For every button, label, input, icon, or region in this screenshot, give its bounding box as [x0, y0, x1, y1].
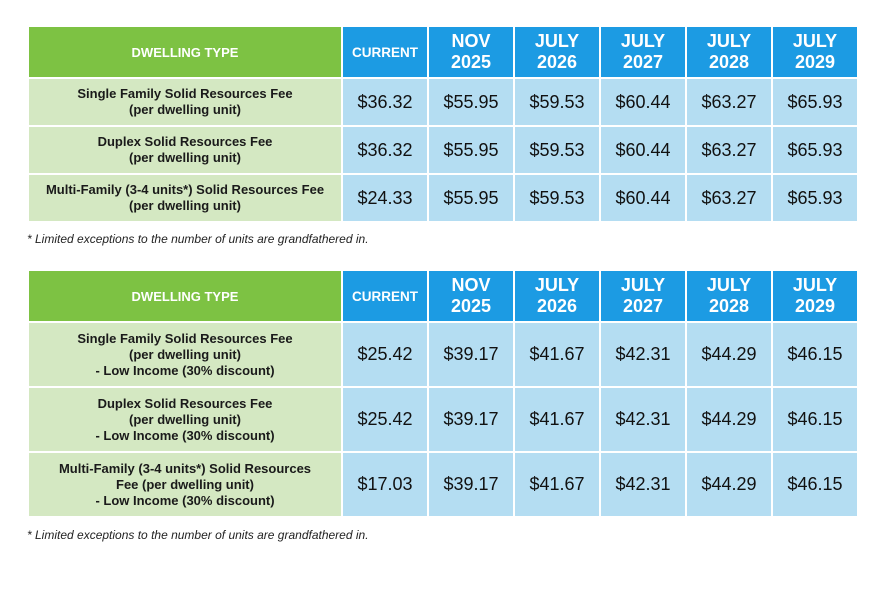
period-month: JULY [534, 31, 580, 51]
fee-value: $44.29 [687, 388, 771, 451]
fee-value: $39.17 [429, 388, 513, 451]
header-period [601, 27, 685, 77]
fee-value: $42.31 [601, 453, 685, 516]
current-fee: $36.32 [343, 79, 427, 125]
table-row [29, 323, 857, 386]
period-year: 2029 [794, 52, 836, 72]
header-period [515, 271, 599, 321]
fee-value: $63.27 [687, 79, 771, 125]
header-period [687, 271, 771, 321]
dwelling-type-cell [29, 79, 341, 125]
fee-value: $55.95 [429, 127, 513, 173]
header-dwelling-type: DWELLING TYPE [29, 271, 341, 321]
fee-value: $59.53 [515, 79, 599, 125]
period-month: JULY [792, 31, 838, 51]
dwelling-type-line: Duplex Solid Resources Fee [97, 395, 273, 411]
dwelling-type-line: - Low Income (30% discount) [95, 427, 275, 443]
fee-value: $59.53 [515, 127, 599, 173]
dwelling-type-line: Single Family Solid Resources Fee [77, 86, 293, 101]
dwelling-type-line: (per dwelling unit) [129, 346, 241, 362]
fee-value: $44.29 [687, 323, 771, 386]
fee-value: $65.93 [773, 79, 857, 125]
current-fee: $25.42 [343, 323, 427, 386]
table-row [29, 388, 857, 451]
period-year: 2025 [450, 52, 492, 72]
period-month: JULY [620, 275, 666, 295]
low-income-fee-table [27, 269, 859, 518]
dwelling-type-line: (per dwelling unit) [129, 198, 241, 213]
fee-value: $41.67 [515, 323, 599, 386]
dwelling-type-line: Multi-Family (3-4 units*) Solid Resources Fee [45, 182, 325, 197]
period-year: 2029 [794, 296, 836, 316]
period-year: 2028 [708, 296, 750, 316]
table-row [29, 175, 857, 221]
header-period [773, 271, 857, 321]
period-month: NOV [451, 275, 491, 295]
period-month: JULY [792, 275, 838, 295]
dwelling-type-line: Single Family Solid Resources Fee [77, 330, 293, 346]
fee-value: $39.17 [429, 323, 513, 386]
dwelling-type-line: (per dwelling unit) [129, 411, 241, 427]
footnote: * Limited exceptions to the number of units are grandfathered in. [27, 528, 369, 542]
period-month: JULY [706, 275, 752, 295]
period-year: 2025 [450, 296, 492, 316]
fee-value: $39.17 [429, 453, 513, 516]
dwelling-type-line: (per dwelling unit) [129, 102, 241, 117]
footnote: * Limited exceptions to the number of units are grandfathered in. [27, 232, 369, 246]
current-fee: $17.03 [343, 453, 427, 516]
fee-value: $46.15 [773, 388, 857, 451]
current-fee: $25.42 [343, 388, 427, 451]
dwelling-type-cell [29, 453, 341, 516]
fee-value: $60.44 [601, 127, 685, 173]
fee-value: $55.95 [429, 175, 513, 221]
header-period [515, 27, 599, 77]
dwelling-type-line: (per dwelling unit) [129, 150, 241, 165]
fee-value: $41.67 [515, 388, 599, 451]
fee-value: $60.44 [601, 175, 685, 221]
header-period [773, 27, 857, 77]
fee-value: $65.93 [773, 175, 857, 221]
current-fee: $36.32 [343, 127, 427, 173]
fee-value: $65.93 [773, 127, 857, 173]
header-period [601, 271, 685, 321]
period-month: JULY [534, 275, 580, 295]
fee-value: $42.31 [601, 323, 685, 386]
fee-value: $41.67 [515, 453, 599, 516]
dwelling-type-cell [29, 388, 341, 451]
table-row [29, 127, 857, 173]
header-dwelling-type: DWELLING TYPE [29, 27, 341, 77]
header-period [687, 27, 771, 77]
period-year: 2028 [708, 52, 750, 72]
fee-value: $44.29 [687, 453, 771, 516]
fee-value: $55.95 [429, 79, 513, 125]
table-row [29, 453, 857, 516]
header-current: CURRENT [343, 271, 427, 321]
period-year: 2026 [536, 52, 578, 72]
header-period [429, 271, 513, 321]
fee-value: $63.27 [687, 127, 771, 173]
period-year: 2027 [622, 52, 664, 72]
standard-fee-table [27, 25, 859, 223]
fee-value: $59.53 [515, 175, 599, 221]
current-fee: $24.33 [343, 175, 427, 221]
period-year: 2026 [536, 296, 578, 316]
dwelling-type-cell [29, 323, 341, 386]
header-current: CURRENT [343, 27, 427, 77]
fee-value: $46.15 [773, 323, 857, 386]
dwelling-type-cell [29, 127, 341, 173]
dwelling-type-line: Fee (per dwelling unit) [116, 476, 254, 492]
fee-value: $42.31 [601, 388, 685, 451]
period-month: JULY [706, 31, 752, 51]
dwelling-type-line: - Low Income (30% discount) [95, 362, 275, 378]
header-period [429, 27, 513, 77]
dwelling-type-line: Duplex Solid Resources Fee [97, 134, 273, 149]
fee-value: $46.15 [773, 453, 857, 516]
dwelling-type-line: Multi-Family (3-4 units*) Solid Resources [58, 460, 312, 476]
header-row [29, 271, 857, 321]
fee-value: $63.27 [687, 175, 771, 221]
dwelling-type-cell [29, 175, 341, 221]
period-month: JULY [620, 31, 666, 51]
table-row [29, 79, 857, 125]
header-row [29, 27, 857, 77]
fee-value: $60.44 [601, 79, 685, 125]
period-year: 2027 [622, 296, 664, 316]
period-month: NOV [451, 31, 491, 51]
dwelling-type-line: - Low Income (30% discount) [95, 492, 275, 508]
